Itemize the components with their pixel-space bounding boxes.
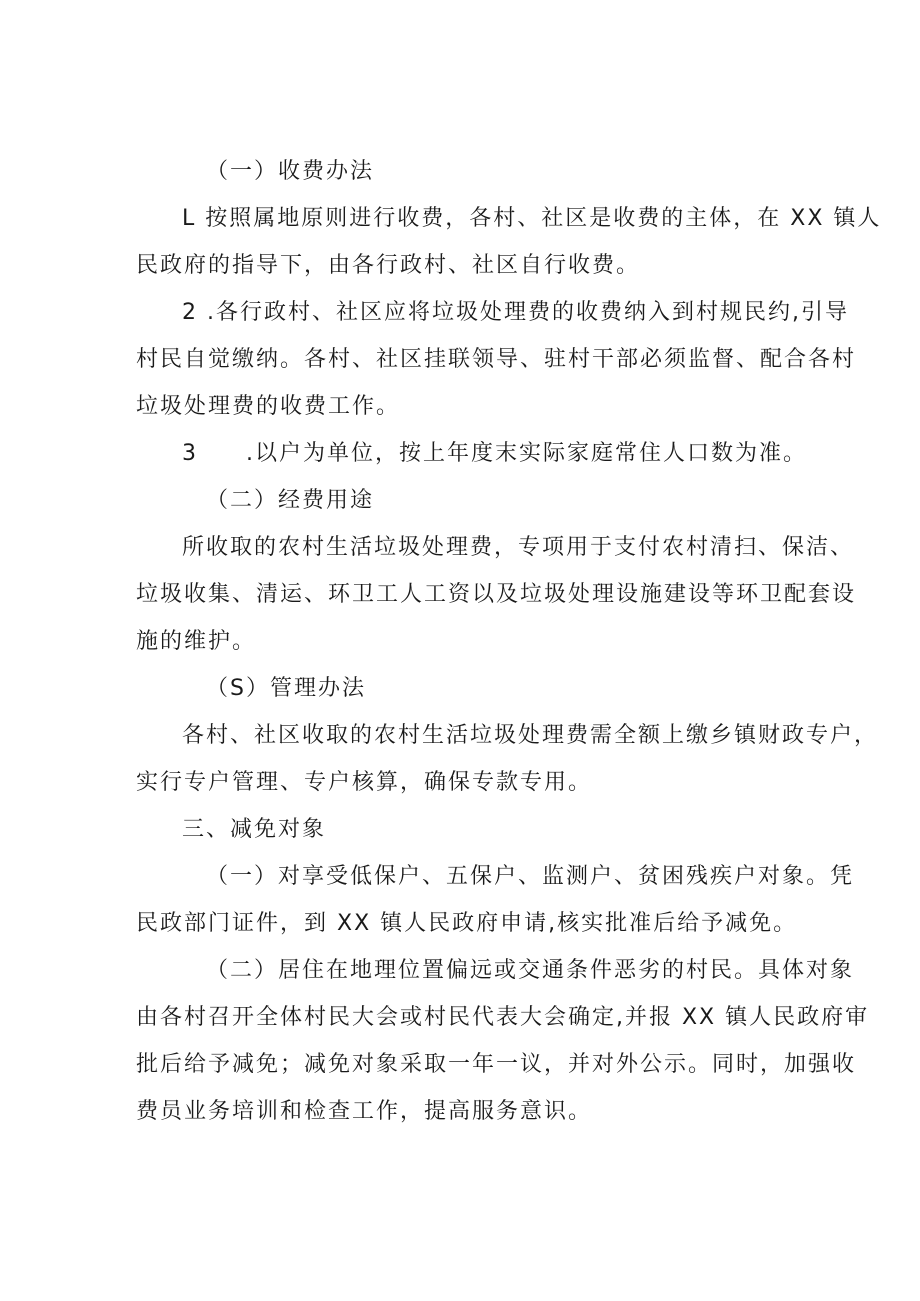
document-body <box>136 148 882 1135</box>
paragraph-line: 垃圾处理费的收费工作。 <box>136 394 401 419</box>
paragraph-line: 各村、社区收取的农村生活垃圾处理费需全额上缴乡镇财政专户， <box>182 723 879 748</box>
paragraph-line: 批后给予减免；减免对象采取一年一议，并对外公示。同时，加强收 <box>136 1052 857 1077</box>
paragraph-line: 3 .以户为单位，按上年度末实际家庭常住人口数为准。 <box>182 441 807 466</box>
section-heading-fund-usage: （二）经费用途 <box>206 488 375 513</box>
section-heading-fee-collection: （一）收费办法 <box>206 159 375 184</box>
paragraph-line: 民政府的指导下，由各行政村、社区自行收费。 <box>136 253 641 278</box>
section-heading-exemption: 三、减免对象 <box>182 817 327 842</box>
paragraph-line: 民政部门证件，到 XX 镇人民政府申请,核实批准后给予减免。 <box>136 911 798 936</box>
paragraph-line: 施的维护。 <box>136 629 257 654</box>
paragraph-line: 所收取的农村生活垃圾处理费，专项用于支付农村清扫、保洁、 <box>182 535 855 560</box>
paragraph-line: 村民自觉缴纳。各村、社区挂联领导、驻村干部必须监督、配合各村 <box>136 347 857 372</box>
paragraph-line: 实行专户管理、专户核算，确保专款专用。 <box>136 770 593 795</box>
paragraph-line: 费员业务培训和检查工作，提高服务意识。 <box>136 1099 593 1124</box>
paragraph-line: （二）居住在地理位置偏远或交通条件恶劣的村民。具体对象 <box>206 958 855 983</box>
paragraph-line: 2 .各行政村、社区应将垃圾处理费的收费纳入到村规民约,引导 <box>182 300 849 325</box>
paragraph-line: L 按照属地原则进行收费，各村、社区是收费的主体，在 XX 镇人 <box>182 206 882 231</box>
section-heading-management: （S）管理办法 <box>206 676 366 701</box>
paragraph-line: 垃圾收集、清运、环卫工人工资以及垃圾处理设施建设等环卫配套设 <box>136 582 857 607</box>
paragraph-line: 由各村召开全体村民大会或村民代表大会确定,并报 XX 镇人民政府审 <box>136 1005 870 1030</box>
paragraph-line: （一）对享受低保户、五保户、监测户、贫困残疾户对象。凭 <box>206 864 855 889</box>
